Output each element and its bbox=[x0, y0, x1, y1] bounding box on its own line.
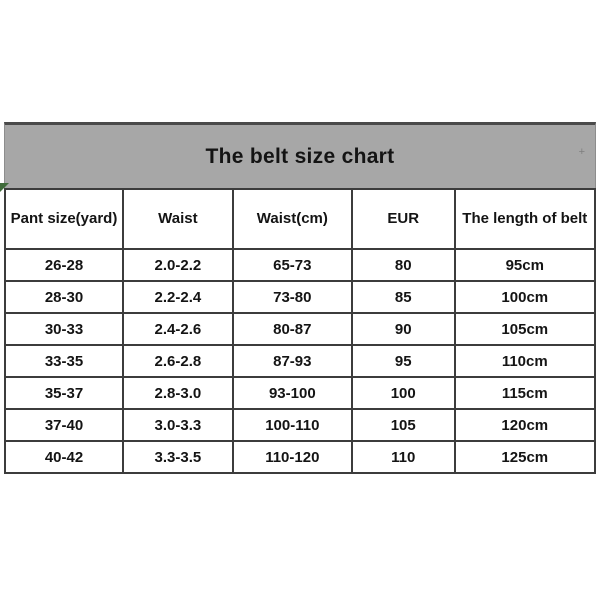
table-cell: 125cm bbox=[455, 441, 595, 473]
table-cell: 100-110 bbox=[233, 409, 352, 441]
table-cell: 120cm bbox=[455, 409, 595, 441]
table-cell: 65-73 bbox=[233, 249, 352, 281]
table-cell: 2.8-3.0 bbox=[123, 377, 233, 409]
table-row bbox=[5, 409, 595, 441]
table-cell: 33-35 bbox=[5, 345, 123, 377]
table-cell: 73-80 bbox=[233, 281, 352, 313]
table-cell: 3.0-3.3 bbox=[123, 409, 233, 441]
table-cell: 2.6-2.8 bbox=[123, 345, 233, 377]
table-cell: 95cm bbox=[455, 249, 595, 281]
column-header-eur: EUR bbox=[352, 189, 455, 249]
table-cell: 100 bbox=[352, 377, 455, 409]
table-row bbox=[5, 249, 595, 281]
column-header-waist-cm: Waist(cm) bbox=[233, 189, 352, 249]
table-cell: 40-42 bbox=[5, 441, 123, 473]
chart-title-band bbox=[4, 122, 596, 188]
table-cell: 95 bbox=[352, 345, 455, 377]
table-cell: 87-93 bbox=[233, 345, 352, 377]
table-cell: 37-40 bbox=[5, 409, 123, 441]
table-cell: 28-30 bbox=[5, 281, 123, 313]
table-cell: 3.3-3.5 bbox=[123, 441, 233, 473]
table-cell: 80 bbox=[352, 249, 455, 281]
table-row bbox=[5, 313, 595, 345]
table-cell: 35-37 bbox=[5, 377, 123, 409]
size-chart-table bbox=[4, 188, 596, 474]
table-cell: 110 bbox=[352, 441, 455, 473]
table-cell: 85 bbox=[352, 281, 455, 313]
plus-artifact-mark: + bbox=[578, 146, 585, 158]
chart-title: The belt size chart bbox=[205, 144, 395, 168]
column-header-pant-size: Pant size(yard) bbox=[5, 189, 123, 249]
table-cell: 115cm bbox=[455, 377, 595, 409]
table-row bbox=[5, 377, 595, 409]
table-cell: 80-87 bbox=[233, 313, 352, 345]
table-cell: 26-28 bbox=[5, 249, 123, 281]
table-cell: 93-100 bbox=[233, 377, 352, 409]
table-cell: 2.0-2.2 bbox=[123, 249, 233, 281]
column-header-waist: Waist bbox=[123, 189, 233, 249]
table-cell: 2.4-2.6 bbox=[123, 313, 233, 345]
table-cell: 100cm bbox=[455, 281, 595, 313]
table-cell: 110cm bbox=[455, 345, 595, 377]
table-cell: 30-33 bbox=[5, 313, 123, 345]
green-corner-triangle-icon bbox=[0, 183, 9, 192]
header-row bbox=[5, 189, 595, 249]
table-row bbox=[5, 441, 595, 473]
table-cell: 90 bbox=[352, 313, 455, 345]
table-cell: 110-120 bbox=[233, 441, 352, 473]
table-cell: 105 bbox=[352, 409, 455, 441]
table-row bbox=[5, 345, 595, 377]
column-header-belt-length: The length of belt bbox=[455, 189, 595, 249]
table-cell: 2.2-2.4 bbox=[123, 281, 233, 313]
table-row bbox=[5, 281, 595, 313]
table-cell: 105cm bbox=[455, 313, 595, 345]
